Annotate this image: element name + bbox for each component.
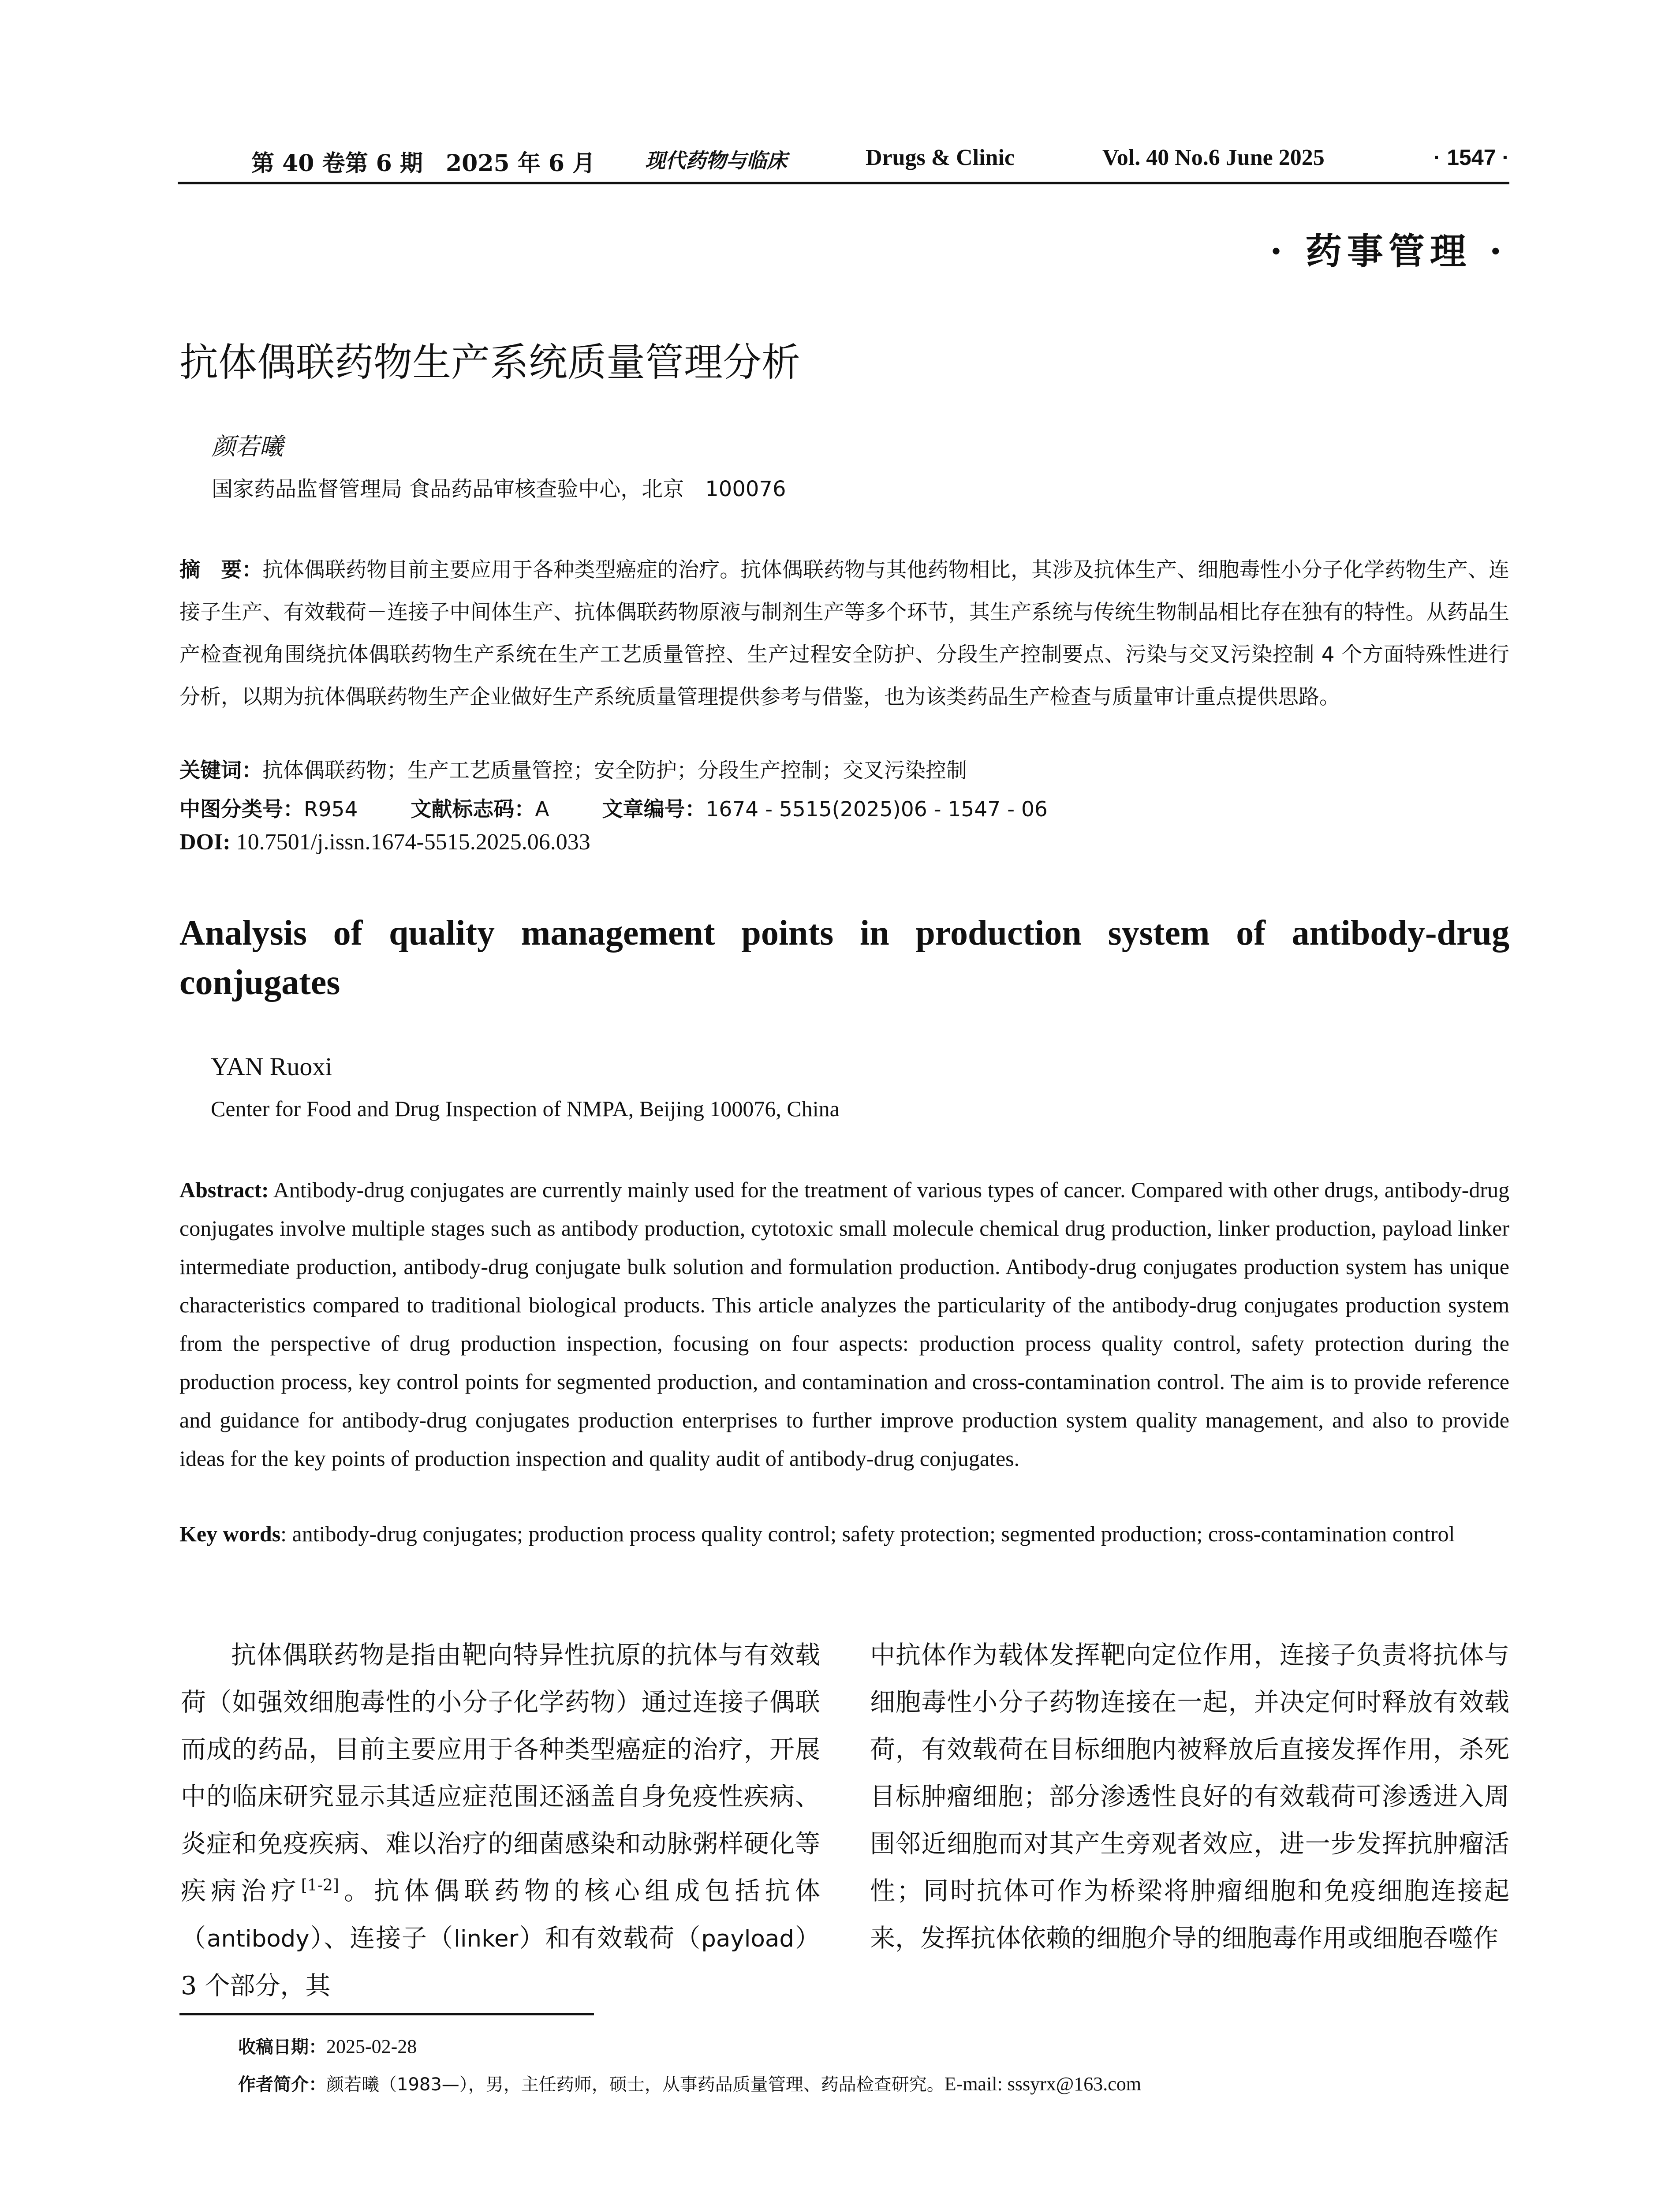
body-left-text-3: ）、连接子（ [309, 1924, 454, 1953]
header-page-number: · 1547 · [1433, 145, 1509, 170]
received-date: 2025-02-28 [326, 2036, 417, 2057]
body-left-text-2: 。抗体偶联药物的核心组成包括抗体（ [181, 1876, 821, 1953]
keywords-cn-label: 关键词： [179, 759, 262, 783]
body-left-text-4: ）和有效载荷（ [518, 1924, 702, 1953]
affiliation-cn: 国家药品监督管理局 食品药品审核查验中心，北京 100076 [212, 477, 786, 501]
keywords-en-text: : antibody-drug conjugates; production process quality control; safety protection; segmented production; cross-contamination control [280, 1521, 1455, 1546]
classification-line [179, 793, 1048, 822]
received-label: 收稿日期： [238, 2037, 326, 2057]
header-journal-en: Drugs & Clinic [866, 145, 1015, 170]
citation-ref[interactable]: [1-2] [301, 1876, 339, 1895]
article-no-value: 1674 - 5515(2025)06 - 1547 - 06 [706, 797, 1048, 822]
title-cn: 抗体偶联药物生产系统质量管理分析 [179, 340, 801, 385]
bio-text: 颜若曦（1983—），男，主任药师，硕士，从事药品质量管理、药品检查研究。 [326, 2074, 945, 2095]
body-left-text-5: ）3 个部分，其 [181, 1924, 821, 2000]
abstract-cn [179, 549, 1509, 718]
abstract-en [179, 1171, 1509, 1478]
doi [179, 829, 590, 855]
clc-label: 中图分类号： [179, 797, 304, 822]
keywords-en [179, 1515, 1509, 1553]
affiliation-en: Center for Food and Drug Inspection of NMPA, Beijing 100076, China [211, 1096, 840, 1121]
header-volume-en: Vol. 40 No.6 June 2025 [1102, 145, 1325, 170]
author-cn: 颜若曦 [212, 433, 283, 460]
doi-link[interactable]: 10.7501/j.issn.1674-5515.2025.06.033 [236, 830, 590, 855]
footnote-author-bio [238, 2070, 1141, 2096]
body-column-left [181, 1632, 820, 2010]
doi-label: DOI: [179, 830, 231, 855]
article-no-label: 文章编号： [602, 797, 706, 822]
header-issue-cn: 第 40 卷第 6 期 2025 年 6 月 [251, 150, 596, 177]
bio-label: 作者简介： [238, 2074, 326, 2095]
footnote-received [238, 2033, 417, 2058]
header-journal-cn: 现代药物与临床 [645, 149, 787, 172]
term-payload: payload [701, 1925, 795, 1952]
clc-value: R954 [304, 797, 358, 822]
running-header [178, 142, 1509, 184]
term-linker: linker [454, 1925, 519, 1952]
abstract-en-text: Antibody-drug conjugates are currently mainly used for the treatment of various types of cancer. Compared with other drugs, antibody-drug conjugates involve multiple stages such as antibody production, cytotoxic small molecule chemical drug production, linker production, payload linker intermediate production, antibody-drug conjugate bulk solution and formulation production. Antibody-drug conjugates production system has unique characteristics compared to traditional biological products. This article analyzes the particularity of the antibody-drug conjugates production system from the perspective of drug production inspection, focusing on four aspects: production process quality control, safety protection during the production process, key control points for segmented production, and contamination and cross-contamination control. The aim is to provide reference and guidance for antibody-drug conjugates production enterprises to further improve production system quality management, and also to provide ideas for the key points of production inspection and quality audit of antibody-drug conjugates. [179, 1177, 1509, 1471]
abstract-cn-label: 摘 要： [179, 558, 263, 582]
abstract-en-label: Abstract: [179, 1177, 269, 1202]
keywords-en-label: Key words [179, 1521, 281, 1546]
doc-code-label: 文献标志码： [411, 797, 535, 822]
section-label: · 药事管理 · [1269, 230, 1507, 273]
author-en: YAN Ruoxi [211, 1052, 332, 1081]
title-en: Analysis of quality management points in production system of antibody-drug conjugates [179, 914, 1509, 1002]
body-left-text-1: 抗体偶联药物是指由靶向特异性抗原的抗体与有效载荷（如强效细胞毒性的小分子化学药物）通过连接子偶联而成的药品，目前主要应用于各种类型癌症的治疗，开展中的临床研究显示其适应症范围还涵盖自身免疫性疾病、炎症和免疫疾病、难以治疗的细菌感染和动脉粥样硬化等疾病治疗 [181, 1641, 820, 1906]
author-email[interactable]: E-mail: sssyrx@163.com [944, 2073, 1142, 2095]
abstract-cn-text: 抗体偶联药物目前主要应用于各种类型癌症的治疗。抗体偶联药物与其他药物相比，其涉及抗体生产、细胞毒性小分子化学药物生产、连接子生产、有效载荷－连接子中间体生产、抗体偶联药物原液与制剂生产等多个环节，其生产系统与传统生物制品相比存在独有的特性。从药品生产检查视角围绕抗体偶联药物生产系统在生产工艺质量管控、生产过程安全防护、分段生产控制要点、污染与交叉污染控制 4 个方面特殊性进行分析，以期为抗体偶联药物生产企业做好生产系统质量管理提供参考与借鉴，也为该类药品生产检查与质量审计重点提供思路。 [179, 558, 1510, 709]
term-antibody: antibody [207, 1925, 310, 1952]
body-column-right: 中抗体作为载体发挥靶向定位作用，连接子负责将抗体与细胞毒性小分子药物连接在一起，并决定何时释放有效载荷，有效载荷在目标细胞内被释放后直接发挥作用，杀死目标肿瘤细胞；部分渗透性良好的有效载荷可渗透进入周围邻近细胞而对其产生旁观者效应，进一步发挥抗肿瘤活性；同时抗体可作为桥梁将肿瘤细胞和免疫细胞连接起来，发挥抗体依赖的细胞介导的细胞毒作用或细胞吞噬作 [870, 1641, 1509, 1953]
doc-code-value: A [535, 797, 549, 822]
keywords-cn-text: 抗体偶联药物；生产工艺质量管控；安全防护；分段生产控制；交叉污染控制 [262, 759, 967, 783]
footnote-divider [179, 2013, 594, 2015]
keywords-cn [179, 754, 967, 784]
